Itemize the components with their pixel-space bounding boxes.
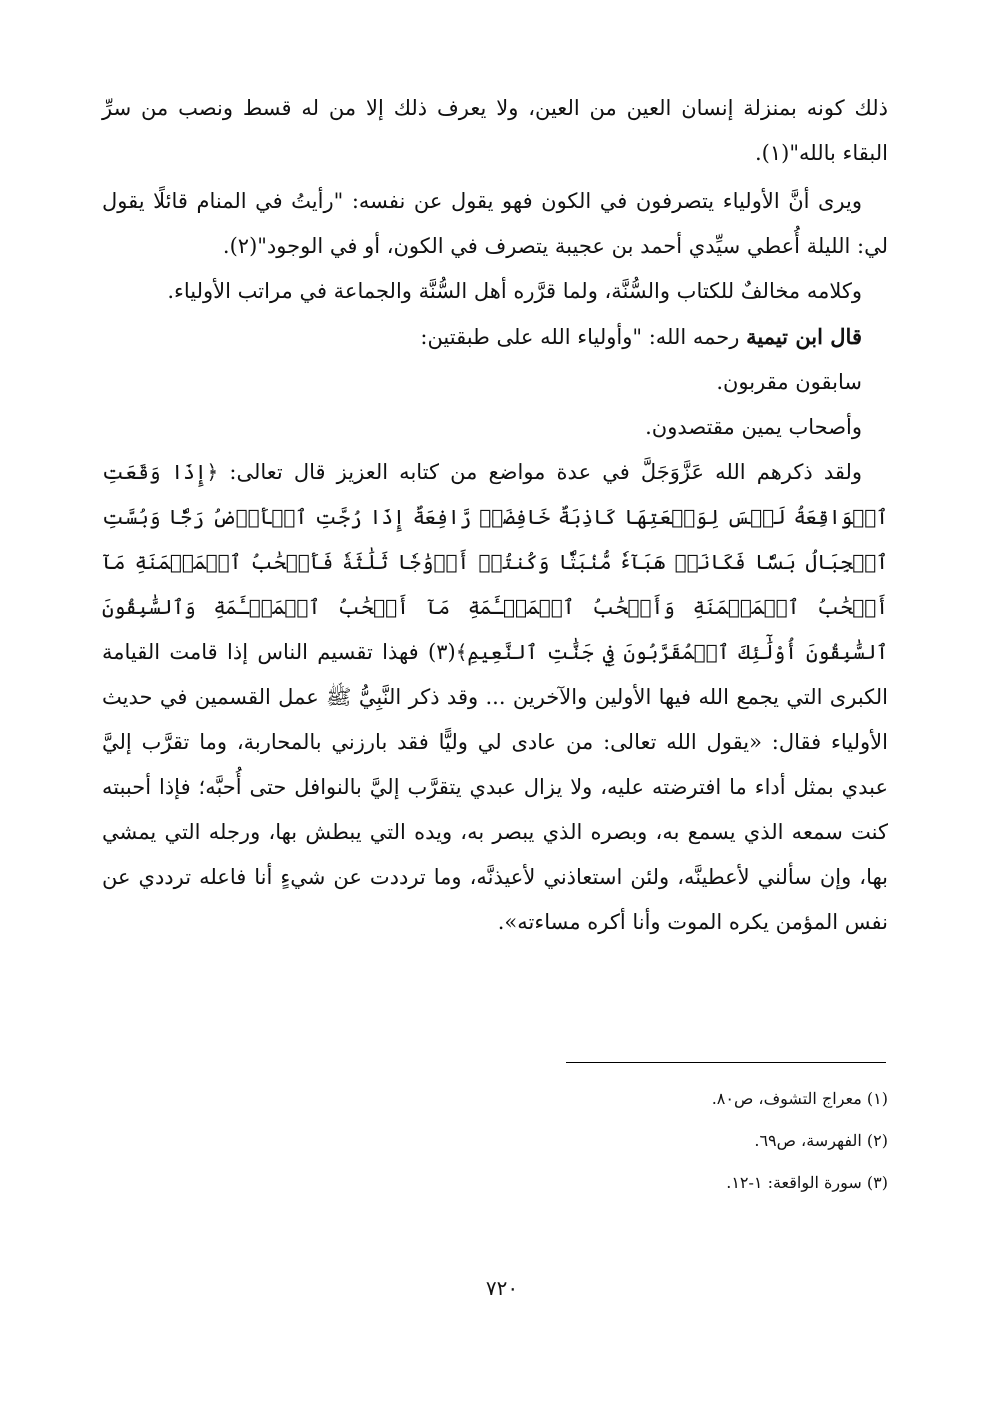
paragraph-2: ويرى أنَّ الأولياء يتصرفون في الكون فهو يقول عن نفسه: "رأيتُ في المنام قائلًا يقول لي: الليلة أُعطي سيِّدي أحمد بن عجيبة يتصرف في الكون، أو في الوجود"(٢). [102,189,888,258]
footnote-2: (٢) الفهرسة، ص٦٩. [754,1131,888,1150]
paragraph-6: وأصحاب يمين مقتصدون. [645,415,862,439]
footnote-1: (١) معراج التشوف، ص٨٠. [711,1089,888,1108]
paragraph-4 [102,314,888,360]
ibn-taymiyyah-label: قال ابن تيمية [746,324,862,349]
footnote-3: (٣) سورة الواقعة: ١-١٢. [726,1173,888,1192]
body-text [102,86,888,945]
paragraph-5: سابقون مقربون. [716,370,862,394]
paragraph-4-text: رحمه الله: "وأولياء الله على طبقتين: [420,325,747,349]
page-number: ٧٢٠ [485,1276,519,1300]
paragraph-7-text: (٣) فهذا تقسيم الناس إذا قامت القيامة الكبرى التي يجمع الله فيها الأولين والآخرين ... وقد ذكر النَّبِيُّ ﷺ عمل القسمين في حديث الأولياء فقال: «يقول الله تعالى: من عادى لي وليًّا فقد بارزني بالمحاربة، وما تقرَّب إليَّ عبدي بمثل أداء ما افترضته عليه، ولا يزال عبدي يتقرَّب إليَّ بالنوافل حتى أُحبَّه؛ فإذا أحببته كنت سمعه الذي يسمع به، وبصره الذي يبصر به، ويده التي يبطش بها، ورجله التي يمشي بها، وإن سألني لأعطينَّه، ولئن استعاذني لأعيذنَّه، وما ترددت عن شيءٍ أنا فاعله ترددي عن نفس المؤمن يكره الموت وأنا أكره مساءته». [102,640,888,934]
paragraph-7 [102,450,888,945]
footnotes [102,1078,888,1204]
paragraph-1: ذلك كونه بمنزلة إنسان العين من العين، ولا يعرف ذلك إلا من له قسط ونصب من سرِّ البقاء بالله"(١). [102,96,888,165]
quran-verse: ﴿إِذَا وَقَعَتِ ٱلۡوَاقِعَةُ لَيۡسَ لِوَقۡعَتِهَا كَاذِبَةٌ خَافِضَةٞ رَّافِعَةٌ إِذَا رُجَّتِ ٱلۡأَرۡضُ رَجّٗا وَبُسَّتِ ٱلۡجِبَالُ بَسّٗا فَكَانَتۡ هَبَآءٗ مُّنۢبَثّٗا وَكُنتُمۡ أَزۡوَٰجٗا ثَلَٰثَةٗ فَأَصۡحَٰبُ ٱلۡمَيۡمَنَةِ مَآ أَصۡحَٰبُ ٱلۡمَيۡمَنَةِ وَأَصۡحَٰبُ ٱلۡمَشۡـَٔمَةِ مَآ أَصۡحَٰبُ ٱلۡمَشۡـَٔمَةِ وَٱلسَّٰبِقُونَ ٱلسَّٰبِقُونَ أُوْلَٰٓئِكَ ٱلۡمُقَرَّبُونَ فِي جَنَّٰتِ ٱلنَّعِيمِ﴾ [102,460,888,664]
paragraph-7-intro: ولقد ذكرهم الله عَزَّوَجَلَّ في عدة مواضع من كتابه العزيز قال تعالى: [218,460,863,484]
paragraph-3: وكلامه مخالفٌ للكتاب والسُّنَّة، ولما قرَّره أهل السُّنَّة والجماعة في مراتب الأولياء. [167,279,862,303]
footnote-divider [566,1062,886,1063]
